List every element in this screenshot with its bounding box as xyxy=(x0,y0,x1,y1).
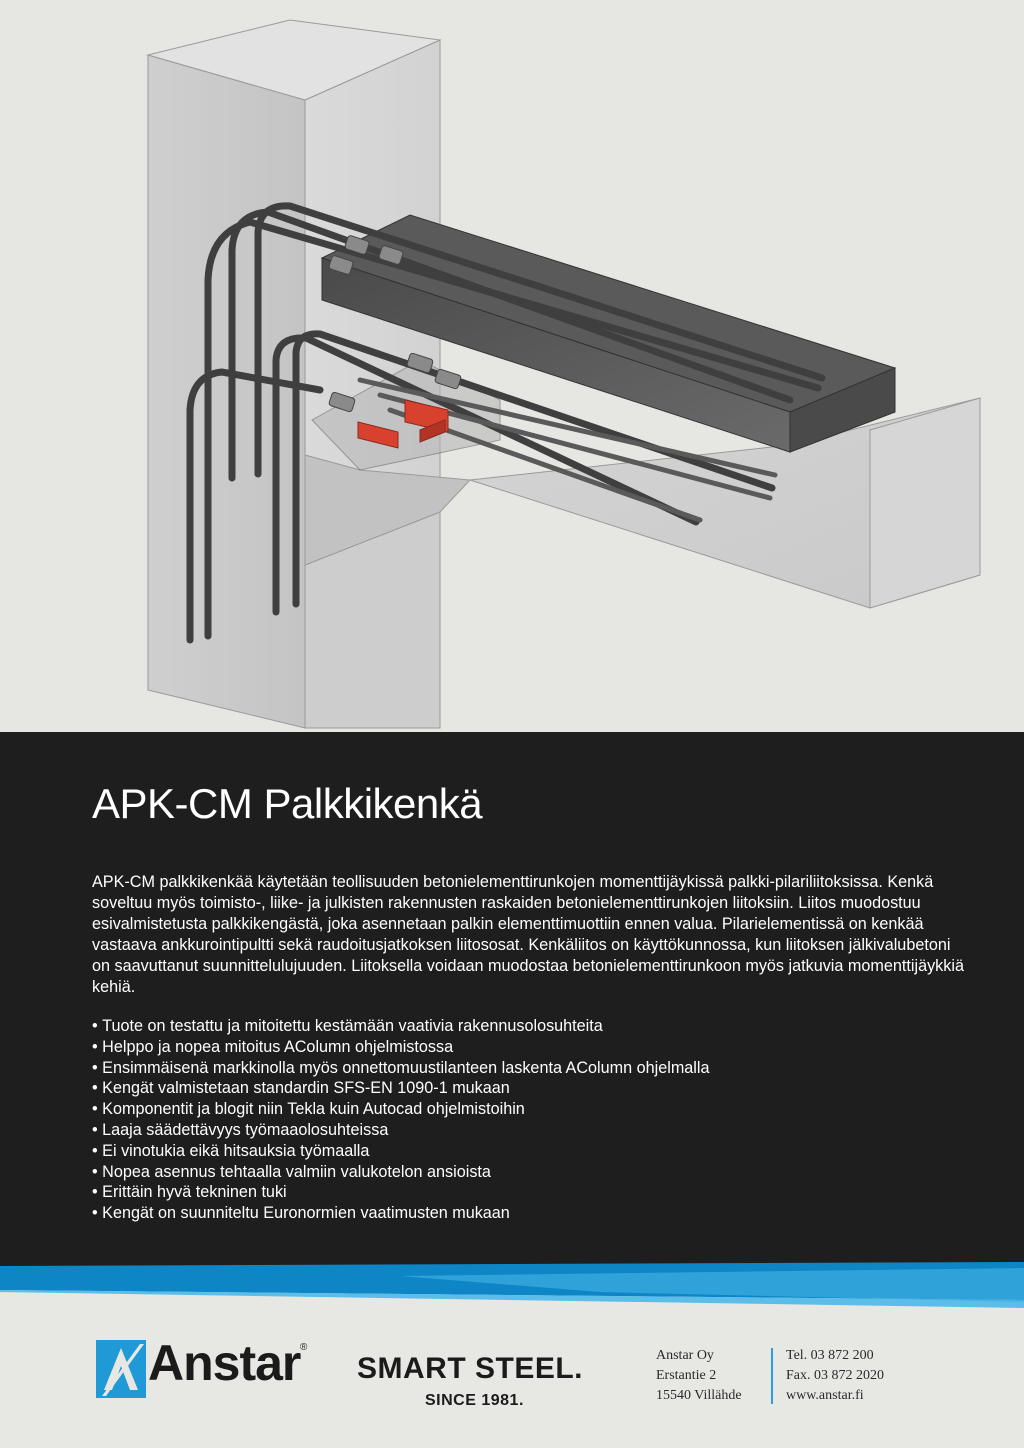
list-item: • Ensimmäisenä markkinolla myös onnettomuustilanteen laskenta AColumn ohjelmalla xyxy=(92,1058,710,1079)
page-title: APK-CM Palkkikenkä xyxy=(92,780,483,827)
anstar-logo-icon xyxy=(96,1340,146,1398)
description-panel xyxy=(0,732,1024,1268)
list-item: • Kengät valmistetaan standardin SFS-EN 1090-1 mukaan xyxy=(92,1078,710,1099)
list-item: • Erittäin hyvä tekninen tuki xyxy=(92,1182,710,1203)
list-item: • Kengät on suunniteltu Euronormien vaatimusten mukaan xyxy=(92,1203,710,1224)
feature-list xyxy=(92,1016,710,1224)
brand-name: Anstar xyxy=(148,1335,301,1391)
street-address: Erstantie 2 xyxy=(656,1368,717,1383)
address-block xyxy=(656,1346,742,1406)
since-label: SINCE 1981. xyxy=(425,1392,524,1409)
company-name: Anstar Oy xyxy=(656,1348,714,1363)
footer-divider xyxy=(771,1348,773,1404)
footer xyxy=(0,1308,1024,1448)
registered-mark: ® xyxy=(300,1342,308,1353)
website-link[interactable]: www.anstar.fi xyxy=(786,1388,864,1403)
list-item: • Komponentit ja blogit niin Tekla kuin Autocad ohjelmistoihin xyxy=(92,1099,710,1120)
list-item: • Tuote on testattu ja mitoitettu kestämään vaativia rakennusolosuhteita xyxy=(92,1016,710,1037)
postal-address: 15540 Villähde xyxy=(656,1388,742,1403)
intro-paragraph: APK-CM palkkikenkää käytetään teollisuuden betonielementtirunkojen momenttijäykissä palkki-pilariliitoksissa. Kenkä soveltuu myös toimisto-, liike- ja julkisten rakennusten raskaiden betonielementtirunkojen liitoksiin. Liitos muodostuu esivalmistetusta palkkikengästä, joka asennetaan palkin elementtimuottiin ennen valua. Pilarielementissä on kenkää vastaava ankkurointipultti sekä raudoitusjatkoksen liitososat. Kenkäliitos on käyttökunnossa, kun liitoksen jälkivalubetoni on saavuttanut suunnittelulujuuden. Liitoksella voidaan muodostaa betonielementtirunkoon myös jatkuvia momenttijäykkiä kehiä. xyxy=(92,873,964,996)
slogan: SMART STEEL. xyxy=(357,1352,584,1385)
list-item: • Nopea asennus tehtaalla valmiin valukotelon ansioista xyxy=(92,1162,710,1183)
contact-block xyxy=(786,1346,884,1406)
fax: Fax. 03 872 2020 xyxy=(786,1368,884,1383)
list-item: • Helppo ja nopea mitoitus AColumn ohjelmistossa xyxy=(92,1037,710,1058)
list-item: • Ei vinotukia eikä hitsauksia työmaalla xyxy=(92,1141,710,1162)
accent-stripe xyxy=(0,1262,1024,1308)
phone: Tel. 03 872 200 xyxy=(786,1348,874,1363)
list-item: • Laaja säädettävyys työmaaolosuhteissa xyxy=(92,1120,710,1141)
